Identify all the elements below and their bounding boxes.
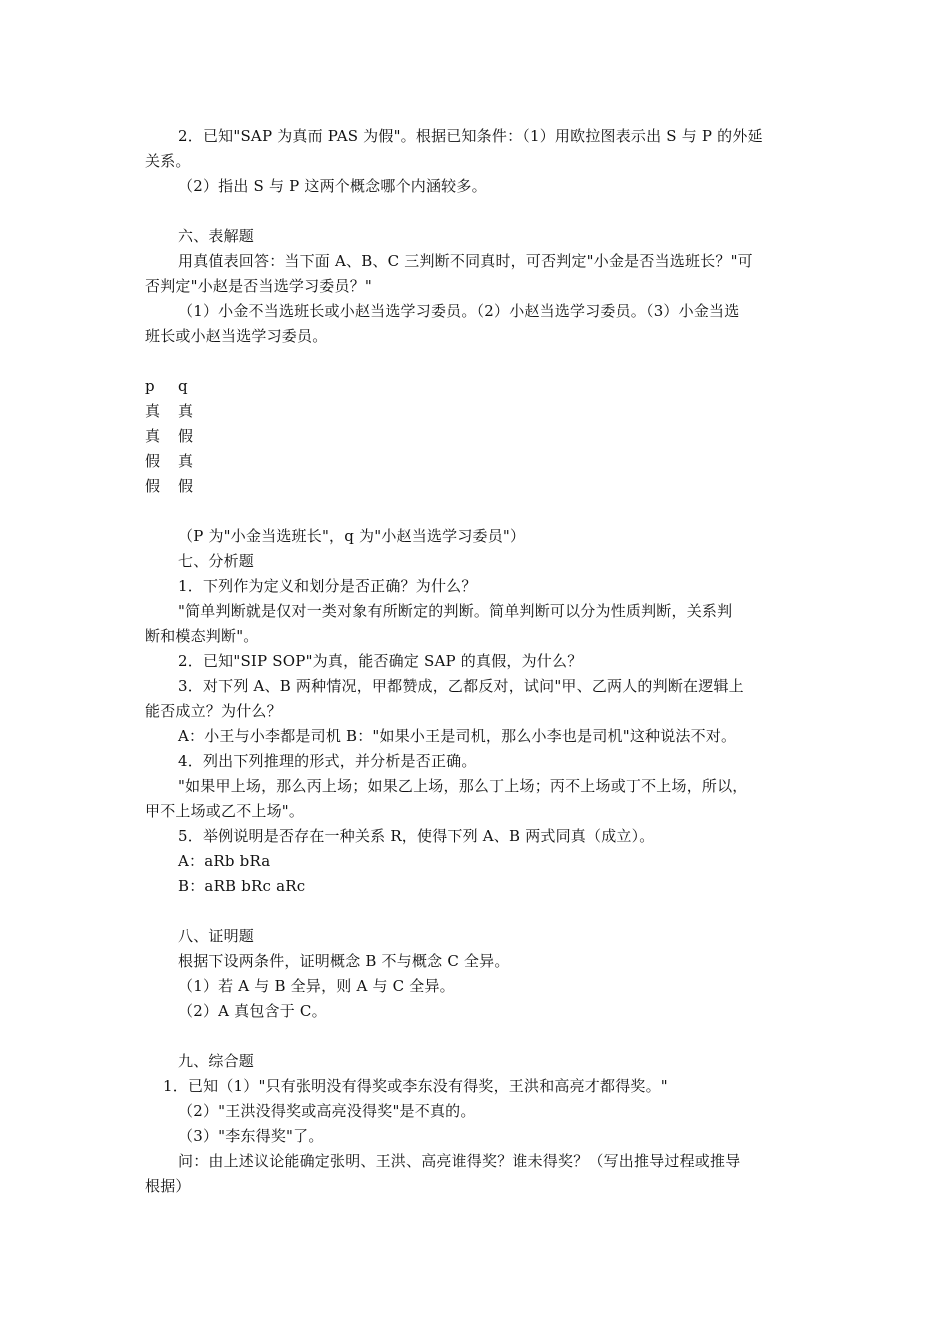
- s7-q1-quote-1: "简单判断就是仅对一类对象有所断定的判断。简单判断可以分为性质判断，关系判: [178, 602, 733, 620]
- s7-q4-quote-1: "如果甲上场，那么丙上场；如果乙上场，那么丁上场；丙不上场或丁不上场，所以，: [178, 777, 748, 795]
- truth-table-cell: 假: [145, 477, 161, 495]
- s7-q4-quote-2: 甲不上场或乙不上场"。: [145, 802, 305, 820]
- s7-q3-line-2: 能否成立？为什么？: [145, 702, 282, 720]
- s7-q5: 5．举例说明是否存在一种关系 R，使得下列 A、B 两式同真（成立）。: [178, 827, 655, 845]
- s7-q5-a: A：aRb bRa: [178, 852, 271, 870]
- s7-q4: 4．列出下列推理的形式，并分析是否正确。: [178, 752, 477, 770]
- q2-line-3: （2）指出 S 与 P 这两个概念哪个内涵较多。: [178, 177, 487, 195]
- s6-line-4: 班长或小赵当选学习委员。: [145, 327, 328, 345]
- q2-line-2: 关系。: [145, 152, 191, 170]
- truth-table-cell: 真: [145, 427, 161, 445]
- section-8-heading: 八、证明题: [178, 927, 255, 945]
- truth-table-note: （P 为"小金当选班长"，q 为"小赵当选学习委员"）: [178, 527, 526, 545]
- s9-q1-line-1: 1．已知（1）"只有张明没有得奖或李东没有得奖，王洪和高亮才都得奖。": [163, 1077, 668, 1095]
- s7-q5-b: B：aRB bRc aRc: [178, 877, 306, 895]
- q2-line-1: 2．已知"SAP 为真而 PAS 为假"。根据已知条件：（1）用欧拉图表示出 S 与 P 的外延: [178, 127, 763, 145]
- truth-table-header-p: p: [145, 377, 155, 395]
- section-7-heading: 七、分析题: [178, 552, 255, 570]
- s9-q1-question-1: 问：由上述议论能确定张明、王洪、高亮谁得奖？谁未得奖？（写出推导过程或推导: [178, 1152, 741, 1170]
- truth-table-cell: 假: [145, 452, 161, 470]
- truth-table-cell: 真: [178, 452, 194, 470]
- s9-q1-line-2: （2）"王洪没得奖或高亮没得奖"是不真的。: [178, 1102, 476, 1120]
- s6-line-1: 用真值表回答：当下面 A、B、C 三判断不同真时，可否判定"小金是否当选班长？"可: [178, 252, 753, 270]
- truth-table-cell: 真: [145, 402, 161, 420]
- s8-line-3: （2）A 真包含于 C。: [178, 1002, 327, 1020]
- s8-line-1: 根据下设两条件，证明概念 B 不与概念 C 全异。: [178, 952, 510, 970]
- s7-q2: 2．已知"SIP SOP"为真，能否确定 SAP 的真假，为什么？: [178, 652, 583, 670]
- truth-table-cell: 假: [178, 427, 194, 445]
- s7-q3-line-1: 3．对下列 A、B 两种情况，甲都赞成，乙都反对，试问"甲、乙两人的判断在逻辑上: [178, 677, 744, 695]
- section-6-heading: 六、表解题: [178, 227, 255, 245]
- s7-q3-options: A：小王与小李都是司机 B："如果小王是司机，那么小李也是司机"这种说法不对。: [178, 727, 737, 745]
- s9-q1-question-2: 根据）: [145, 1177, 191, 1195]
- truth-table-cell: 假: [178, 477, 194, 495]
- s9-q1-line-3: （3）"李东得奖"了。: [178, 1127, 324, 1145]
- truth-table-cell: 真: [178, 402, 194, 420]
- s7-q1-quote-2: 断和模态判断"。: [145, 627, 259, 645]
- truth-table-header-q: q: [178, 377, 188, 395]
- s8-line-2: （1）若 A 与 B 全异，则 A 与 C 全异。: [178, 977, 455, 995]
- s6-line-2: 否判定"小赵是否当选学习委员？": [145, 277, 373, 295]
- section-9-heading: 九、综合题: [178, 1052, 255, 1070]
- s7-q1: 1．下列作为定义和划分是否正确？为什么？: [178, 577, 477, 595]
- s6-line-3: （1）小金不当选班长或小赵当选学习委员。（2）小赵当选学习委员。（3）小金当选: [178, 302, 740, 320]
